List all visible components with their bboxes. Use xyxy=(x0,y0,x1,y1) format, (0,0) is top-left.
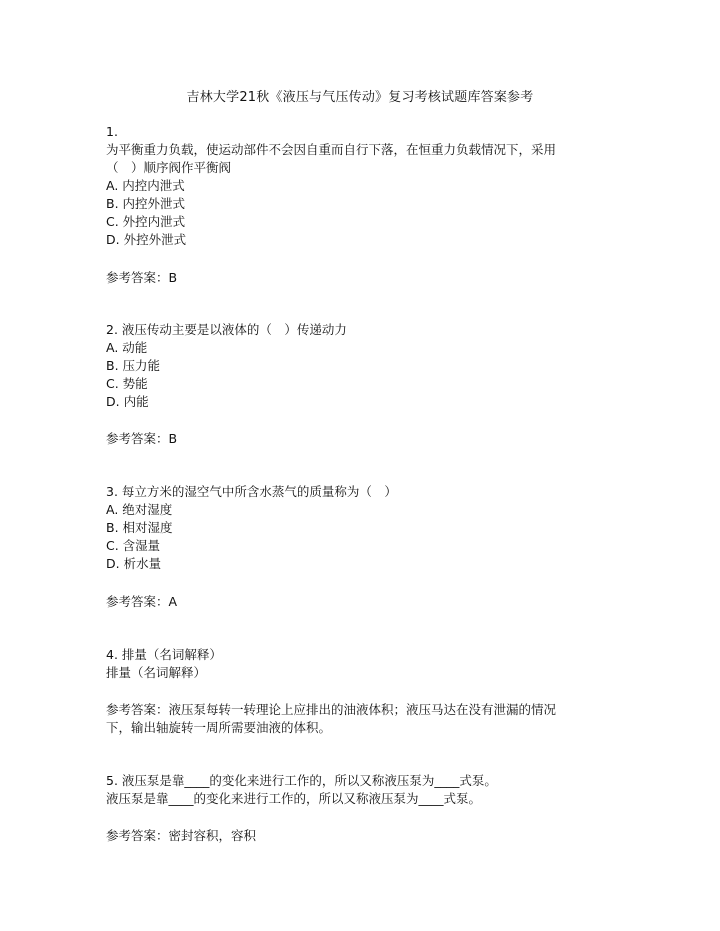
question-3-option-d: D. 析水量 xyxy=(106,556,162,571)
question-1-option-d: D. 外控外泄式 xyxy=(106,232,187,247)
question-3-option-b: B. 相对湿度 xyxy=(106,520,173,535)
question-2-option-d: D. 内能 xyxy=(106,394,149,409)
question-3-stem: 3. 每立方米的湿空气中所含水蒸气的质量称为（ ） xyxy=(106,484,397,499)
question-1-answer: 参考答案：B xyxy=(106,270,178,285)
question-4-answer-line-1: 参考答案：液压泵每转一转理论上应排出的油液体积；液压马达在没有泄漏的情况 xyxy=(106,702,557,717)
question-2-stem: 2. 液压传动主要是以液体的（ ）传递动力 xyxy=(106,322,347,337)
question-1-option-a: A. 内控内泄式 xyxy=(106,178,185,193)
question-1-option-b: B. 内控外泄式 xyxy=(106,196,186,211)
question-5-answer: 参考答案：密封容积，容积 xyxy=(106,828,257,843)
question-1-stem-line-1: 为平衡重力负载，使运动部件不会因自重而自行下落，在恒重力负载情况下，采用 xyxy=(106,142,557,157)
question-4-answer-line-2: 下，输出轴旋转一周所需要油液的体积。 xyxy=(106,720,332,735)
question-2-option-a: A. 动能 xyxy=(106,340,148,355)
question-3-option-c: C. 含湿量 xyxy=(106,538,161,553)
question-4-stem: 4. 排量（名词解释） xyxy=(106,647,222,662)
document-title: 吉林大学21秋《液压与气压传动》复习考核试题库答案参考 xyxy=(186,90,534,105)
question-5-stem: 5. 液压泵是靠____的变化来进行工作的，所以又称液压泵为____式泵。 xyxy=(106,773,497,788)
question-1-stem-line-2: （ ）顺序阀作平衡阀 xyxy=(106,160,232,175)
question-2-answer: 参考答案：B xyxy=(106,431,178,446)
question-1-option-c: C. 外控内泄式 xyxy=(106,214,186,229)
question-2-option-b: B. 压力能 xyxy=(106,358,161,373)
question-5-stem-repeat: 液压泵是靠____的变化来进行工作的，所以又称液压泵为____式泵。 xyxy=(106,791,482,806)
question-3-answer: 参考答案：A xyxy=(106,594,178,609)
question-4-stem-repeat: 排量（名词解释） xyxy=(106,665,207,680)
question-3-option-a: A. 绝对湿度 xyxy=(106,502,173,517)
question-1-number: 1. xyxy=(106,124,118,139)
question-2-option-c: C. 势能 xyxy=(106,376,148,391)
